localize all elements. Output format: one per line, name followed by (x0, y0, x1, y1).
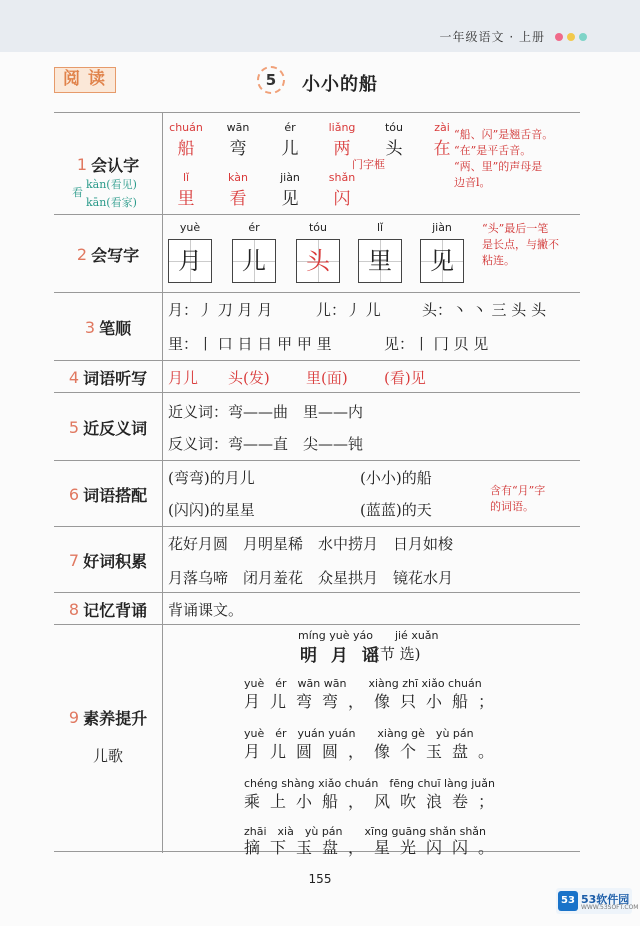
watermark-logo: 53 (558, 891, 578, 911)
collocation: (小小)的船 (360, 469, 432, 487)
char-box: 头 (296, 239, 340, 283)
watermark-name: 53软件园 (581, 893, 630, 906)
collocation: (弯弯)的月儿 (168, 469, 255, 487)
men-note: 门字框 (352, 158, 385, 171)
char-box: 见 (420, 239, 464, 283)
write-pinyin: jiàn (432, 221, 452, 234)
collocation: (闪闪)的星星 (168, 501, 255, 519)
row-label: 9 素养提升 (68, 707, 148, 728)
row-label: 3 笔顺 (84, 317, 132, 338)
char-box: 里 (358, 239, 402, 283)
row-memorize (54, 593, 580, 625)
pronunciation-note: “船、闪”是翘舌音。 “在”是平舌音。 “两、里”的声母是 边音l。 (454, 128, 554, 189)
lesson-number: 5 (257, 66, 285, 94)
page-number: 155 (308, 872, 332, 886)
row-synonyms (54, 393, 580, 461)
stroke-yue: 月：丿 刀 月 月 (168, 301, 273, 319)
row-dictation (54, 361, 580, 393)
row-collocation (54, 461, 580, 527)
dictation-word: (看)见 (384, 369, 426, 387)
write-pinyin: lǐ (376, 221, 384, 234)
poem-subtitle: (节 选) (374, 645, 421, 663)
poem-pinyin: zhāi xià yù pán xīng guāng shǎn shǎn (244, 825, 487, 838)
collocation: (蓝蓝)的天 (360, 501, 432, 519)
row-label: 4 词语听写 (68, 367, 148, 388)
char-box: 月 (168, 239, 212, 283)
write-pinyin: yuè (179, 221, 201, 234)
stroke-note: “头”最后一笔 是长点，与撇不 粘连。 (482, 222, 559, 267)
char-box: 儿 (232, 239, 276, 283)
reading-badge: 阅读 (54, 67, 116, 93)
row-literacy (54, 625, 580, 857)
poem-pinyin: yuè ér yuán yuán xiàng gè yù pán (244, 727, 474, 740)
poem-line: 摘下玉盘，星光闪闪。 (244, 838, 505, 857)
poem-line: 月儿弯弯，像只小船； (244, 692, 505, 711)
stroke-jian: 见：丨 冂 贝 见 (384, 335, 489, 353)
header-dot (567, 33, 575, 41)
idiom-line: 花好月圆 月明星稀 水中捞月 日月如梭 (168, 535, 454, 553)
header-dot (579, 33, 587, 41)
row-label: 1 会认字 (76, 154, 140, 175)
kan-note-main: 看 (72, 186, 83, 199)
watermark (556, 888, 639, 914)
study-table (54, 112, 580, 857)
row-good-words (54, 527, 580, 593)
poem-line: 月儿圆圆，像个玉盘。 (244, 742, 505, 761)
row-recognize (54, 113, 580, 215)
poem-pinyin: yuè ér wān wān xiàng zhī xiǎo chuán (244, 677, 482, 690)
row-label: 2 会写字 (76, 244, 140, 265)
row-label: 7 好词积累 (68, 550, 148, 571)
lesson-title: 小小的船 (302, 74, 378, 95)
row-label: 8 记忆背诵 (68, 599, 148, 620)
stroke-er: 儿：丿 儿 (316, 301, 381, 319)
poem-title-pinyin: míng yuè yáo jié xuǎn (298, 629, 439, 642)
kan-note-2: kān(看家) (86, 196, 137, 209)
dictation-word: 里(面) (306, 369, 348, 387)
moon-word-note: 含有“月”字 的词语。 (490, 484, 546, 513)
row-label: 5 近反义词 (68, 417, 148, 438)
synonym-line: 近义词：弯——曲 里——内 (168, 403, 364, 421)
poem-title: 明 月 谣 (300, 646, 383, 666)
poem-pinyin: chéng shàng xiǎo chuán fēng chuī làng juǎn (244, 777, 495, 790)
recognize-chars-line1: chuán 船 wān 弯 ér 儿 liǎng 两 tóu 头 zài 在 (169, 121, 451, 159)
book-title: 一年级语文 · 上册 (439, 30, 545, 44)
write-pinyin: ér (248, 221, 260, 234)
memorize-text: 背诵课文。 (168, 601, 244, 619)
recognize-chars-line2: lǐ 里 kàn 看 jiàn 见 shǎn 闪 (177, 171, 356, 209)
page-header (0, 0, 640, 52)
row-sublabel: 儿歌 (92, 747, 123, 765)
write-pinyin: tóu (308, 221, 327, 234)
row-label: 6 词语搭配 (68, 484, 148, 505)
watermark-url: WWW.53SOFT.COM (581, 904, 639, 911)
antonym-line: 反义词：弯——直 尖——钝 (168, 435, 364, 453)
dictation-word: 头(发) (228, 369, 270, 387)
row-write (54, 215, 580, 293)
stroke-li: 里：丨 口 日 日 甲 甲 里 (168, 335, 332, 353)
row-stroke-order (54, 293, 580, 361)
header-dot (555, 33, 563, 41)
stroke-tou: 头：丶 丶 三 头 头 (422, 301, 547, 319)
kan-note-1: kàn(看见) (86, 178, 137, 191)
idiom-line: 月落乌啼 闭月羞花 众星拱月 镜花水月 (168, 569, 454, 587)
dictation-word: 月儿 (168, 369, 199, 387)
poem-line: 乘上小船，风吹浪卷； (244, 792, 505, 811)
